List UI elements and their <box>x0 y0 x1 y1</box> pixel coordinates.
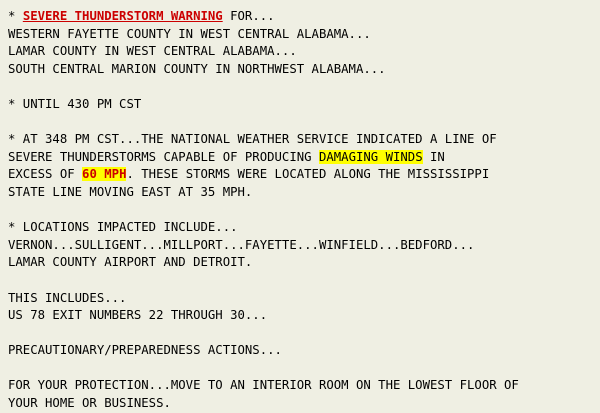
bulletin-text: VERNON...SULLIGENT...MILLPORT...FAYETTE...WINFIELD...BEDFORD... <box>8 237 475 252</box>
bulletin-text: US 78 EXIT NUMBERS 22 THROUGH 30... <box>8 308 268 323</box>
bulletin-text: SEVERE THUNDERSTORMS CAPABLE OF PRODUCING <box>8 149 319 164</box>
warning-headline: SEVERE THUNDERSTORM WARNING <box>22 9 223 23</box>
bulletin-text: . THESE STORMS WERE LOCATED ALONG THE MISSISSIPPI <box>126 167 490 182</box>
bulletin-line <box>8 272 594 290</box>
bulletin-line <box>8 290 594 308</box>
bulletin-line <box>8 377 594 395</box>
bulletin-text: * LOCATIONS IMPACTED INCLUDE... <box>8 220 238 235</box>
bulletin-line <box>8 202 594 220</box>
bulletin-text: SOUTH CENTRAL MARION COUNTY IN NORTHWEST ALABAMA... <box>8 61 386 76</box>
bulletin-line <box>8 149 594 167</box>
bulletin-line <box>8 131 594 149</box>
bulletin-text: STATE LINE MOVING EAST AT 35 MPH. <box>8 184 253 199</box>
bulletin-text: THIS INCLUDES... <box>8 290 127 305</box>
bulletin-line <box>8 8 594 26</box>
bulletin-text: EXCESS OF <box>8 167 83 182</box>
bulletin-line <box>8 325 594 343</box>
bulletin-text: IN <box>422 149 445 164</box>
highlighted-term: DAMAGING WINDS <box>318 149 423 164</box>
bulletin-line <box>8 342 594 360</box>
bulletin-line <box>8 307 594 325</box>
bulletin-text: LAMAR COUNTY AIRPORT AND DETROIT. <box>8 255 253 270</box>
bulletin-line <box>8 114 594 132</box>
bulletin-text: WESTERN FAYETTE COUNTY IN WEST CENTRAL ALABAMA... <box>8 26 371 41</box>
bulletin-text: * <box>8 9 23 23</box>
bulletin-text: YOUR HOME OR BUSINESS. <box>8 396 171 411</box>
bulletin-line <box>8 360 594 378</box>
bulletin-line <box>8 96 594 114</box>
bulletin-text: LAMAR COUNTY IN WEST CENTRAL ALABAMA... <box>8 44 297 59</box>
highlighted-term: 60 MPH <box>82 167 127 182</box>
bulletin-line <box>8 43 594 61</box>
bulletin-text: PRECAUTIONARY/PREPAREDNESS ACTIONS... <box>8 343 282 358</box>
bulletin-text: FOR YOUR PROTECTION...MOVE TO AN INTERIOR ROOM ON THE LOWEST FLOOR OF <box>8 378 519 393</box>
bulletin-line <box>8 237 594 255</box>
bulletin-line <box>8 78 594 96</box>
bulletin-line <box>8 395 594 413</box>
bulletin-line <box>8 61 594 79</box>
bulletin-text: FOR... <box>222 9 275 23</box>
bulletin-line <box>8 254 594 272</box>
bulletin-text: * UNTIL 430 PM CST <box>8 96 142 111</box>
bulletin-line <box>8 184 594 202</box>
bulletin-text: * AT 348 PM CST...THE NATIONAL WEATHER SERVICE INDICATED A LINE OF <box>8 132 497 147</box>
bulletin-line <box>8 26 594 44</box>
bulletin-line <box>8 166 594 184</box>
bulletin-line <box>8 219 594 237</box>
